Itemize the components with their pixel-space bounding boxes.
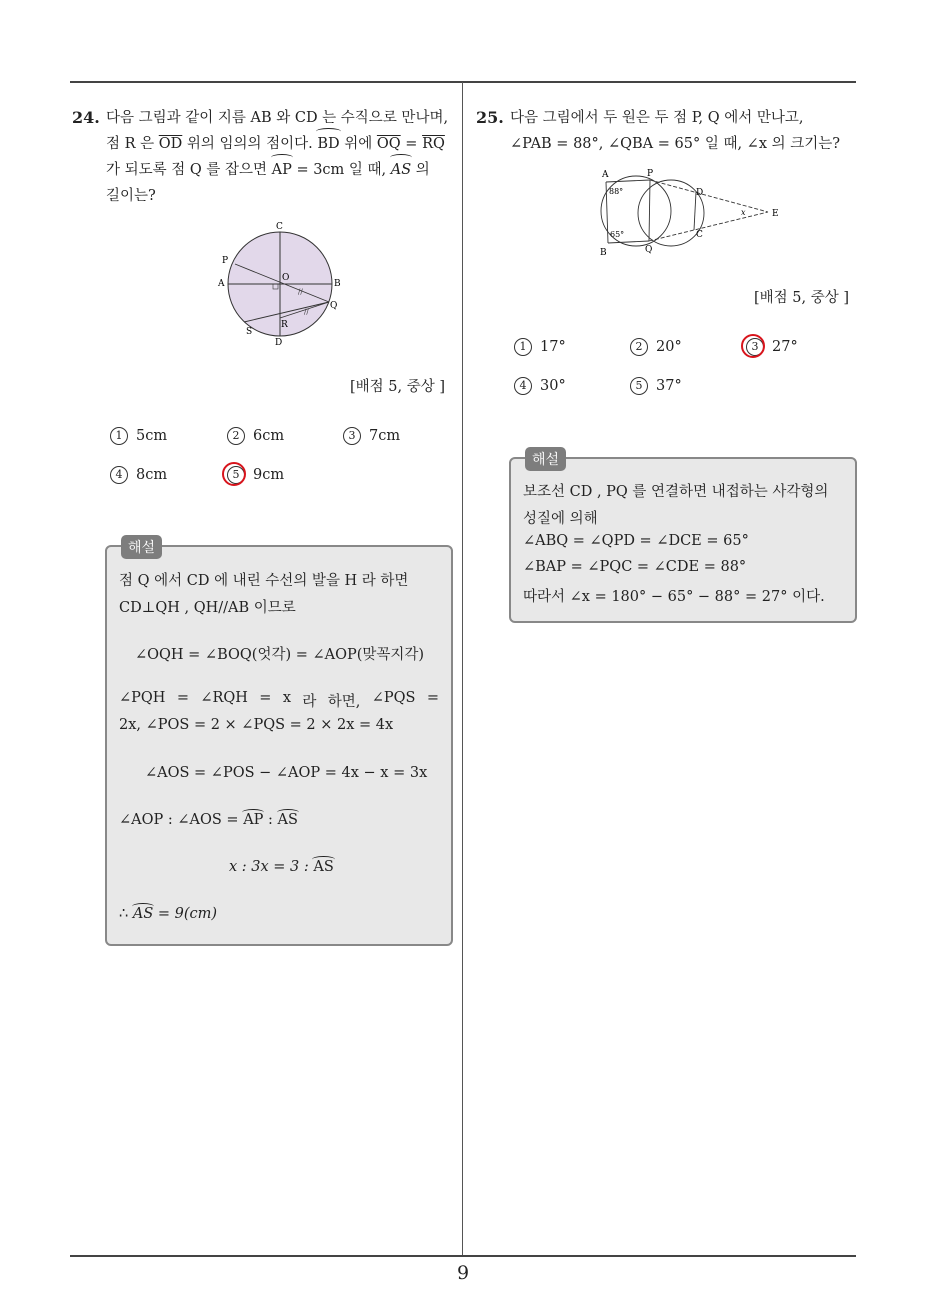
fig-label-Q: Q [330,301,338,311]
column-divider [462,82,463,1256]
problem-text [106,105,457,209]
solution-line: ∴ AS = 9(cm) [119,906,218,922]
svg-text://: // [298,288,303,296]
question-line: 길이는? [106,188,156,204]
top-rule [70,81,856,83]
solution-line: CD⊥QH , QH//AB 이므로 [119,600,296,616]
choice-3[interactable]: 3 7cm [343,427,400,445]
choice-5[interactable]: 5 9cm [227,466,284,484]
svg-text://: // [304,308,309,316]
bottom-rule [70,1255,856,1257]
fig-label-S: S [246,327,253,337]
fig-label-C: C [696,230,703,240]
fig-label-O: O [282,273,290,283]
fig-label-E: E [772,209,779,219]
problem-24 [72,105,457,209]
fig-label-C: C [276,222,283,232]
solution-line: ∠PQH = ∠RQH = x 라 하면, ∠PQS = [119,690,439,710]
choice-2[interactable]: 2 20° [630,338,682,356]
fig-label-angle-65: 65° [610,230,625,239]
solution-line: 따라서 ∠x = 180° − 65° − 88° = 27° 이다. [523,589,825,605]
choice-2[interactable]: 2 6cm [227,427,284,445]
choice-4[interactable]: 4 8cm [110,466,167,484]
solution-line: ∠AOS = ∠POS − ∠AOP = 4x − x = 3x [145,765,428,781]
score-label: [배점 5, 중상 ] [350,379,446,395]
solution-line: ∠AOP : ∠AOS = AP : AS [119,812,298,828]
choice-1[interactable]: 1 17° [514,338,566,356]
fig-label-P: P [647,169,654,179]
question-line: 다음 그림과 같이 지름 AB 와 CD 는 수직으로 만나며, [106,110,449,126]
question-line: 다음 그림에서 두 원은 두 점 P, Q 에서 만나고, [510,110,804,126]
choice-1[interactable]: 1 5cm [110,427,167,445]
circle-figure-24 [210,218,350,350]
fig-label-D: D [275,338,283,348]
fig-label-B: B [334,279,341,289]
problem-number: 25. [476,108,504,127]
fig-label-A: A [602,170,609,180]
fig-label-Q: Q [645,245,653,255]
answer-circle-mark [741,334,765,358]
solution-line: 보조선 CD , PQ 를 연결하면 내접하는 사각형의 [523,484,829,500]
fig-label-R: R [281,320,288,330]
fig-label-B: B [600,248,607,258]
fig-label-A: A [218,279,225,289]
solution-line: 성질에 의해 [523,511,598,527]
question-line: 점 R 은 $\overline{OD}$ 위의 임의의 점이다. BD 위에 $\overline{OQ} = \overline{RQ}$ [106,131,457,157]
solution-line: ∠BAP = ∠PQC = ∠CDE = 88° [523,559,747,575]
problem-25 [476,105,861,157]
solution-tag: 해설 [525,447,566,471]
fig-label-x: x [741,208,746,217]
fig-label-angle-88: 88° [609,187,624,196]
solution-box-25 [509,452,857,623]
score-label: [배점 5, 중상 ] [754,290,850,306]
two-circles-figure-25 [578,165,788,261]
fig-label-D: D [696,188,704,198]
choice-5[interactable]: 5 37° [630,377,682,395]
problem-text [510,105,861,157]
solution-line: 2x, ∠POS = 2 × ∠PQS = 2 × 2x = 4x [119,717,394,733]
fig-label-P: P [222,256,229,266]
choice-4[interactable]: 4 30° [514,377,566,395]
question-line: 가 되도록 점 Q 를 잡으면 AP = 3cm 일 때, AS 의 [106,157,457,183]
solution-line: ∠OQH = ∠BOQ(엇각) = ∠AOP(맞꼭지각) [135,647,425,663]
solution-line: 점 Q 에서 CD 에 내린 수선의 발을 H 라 하면 [119,573,409,589]
question-line: ∠PAB = 88°, ∠QBA = 65° 일 때, ∠x 의 크기는? [510,136,841,152]
problem-number: 24. [72,108,100,127]
solution-tag: 해설 [121,535,162,559]
solution-line: x : 3x = 3 : AS [229,859,334,875]
choice-3[interactable]: 3 27° [746,338,798,356]
solution-box-24 [105,540,453,946]
solution-line: ∠ABQ = ∠QPD = ∠DCE = 65° [523,533,749,549]
page-number: 9 [456,1262,470,1284]
answer-circle-mark [222,462,246,486]
